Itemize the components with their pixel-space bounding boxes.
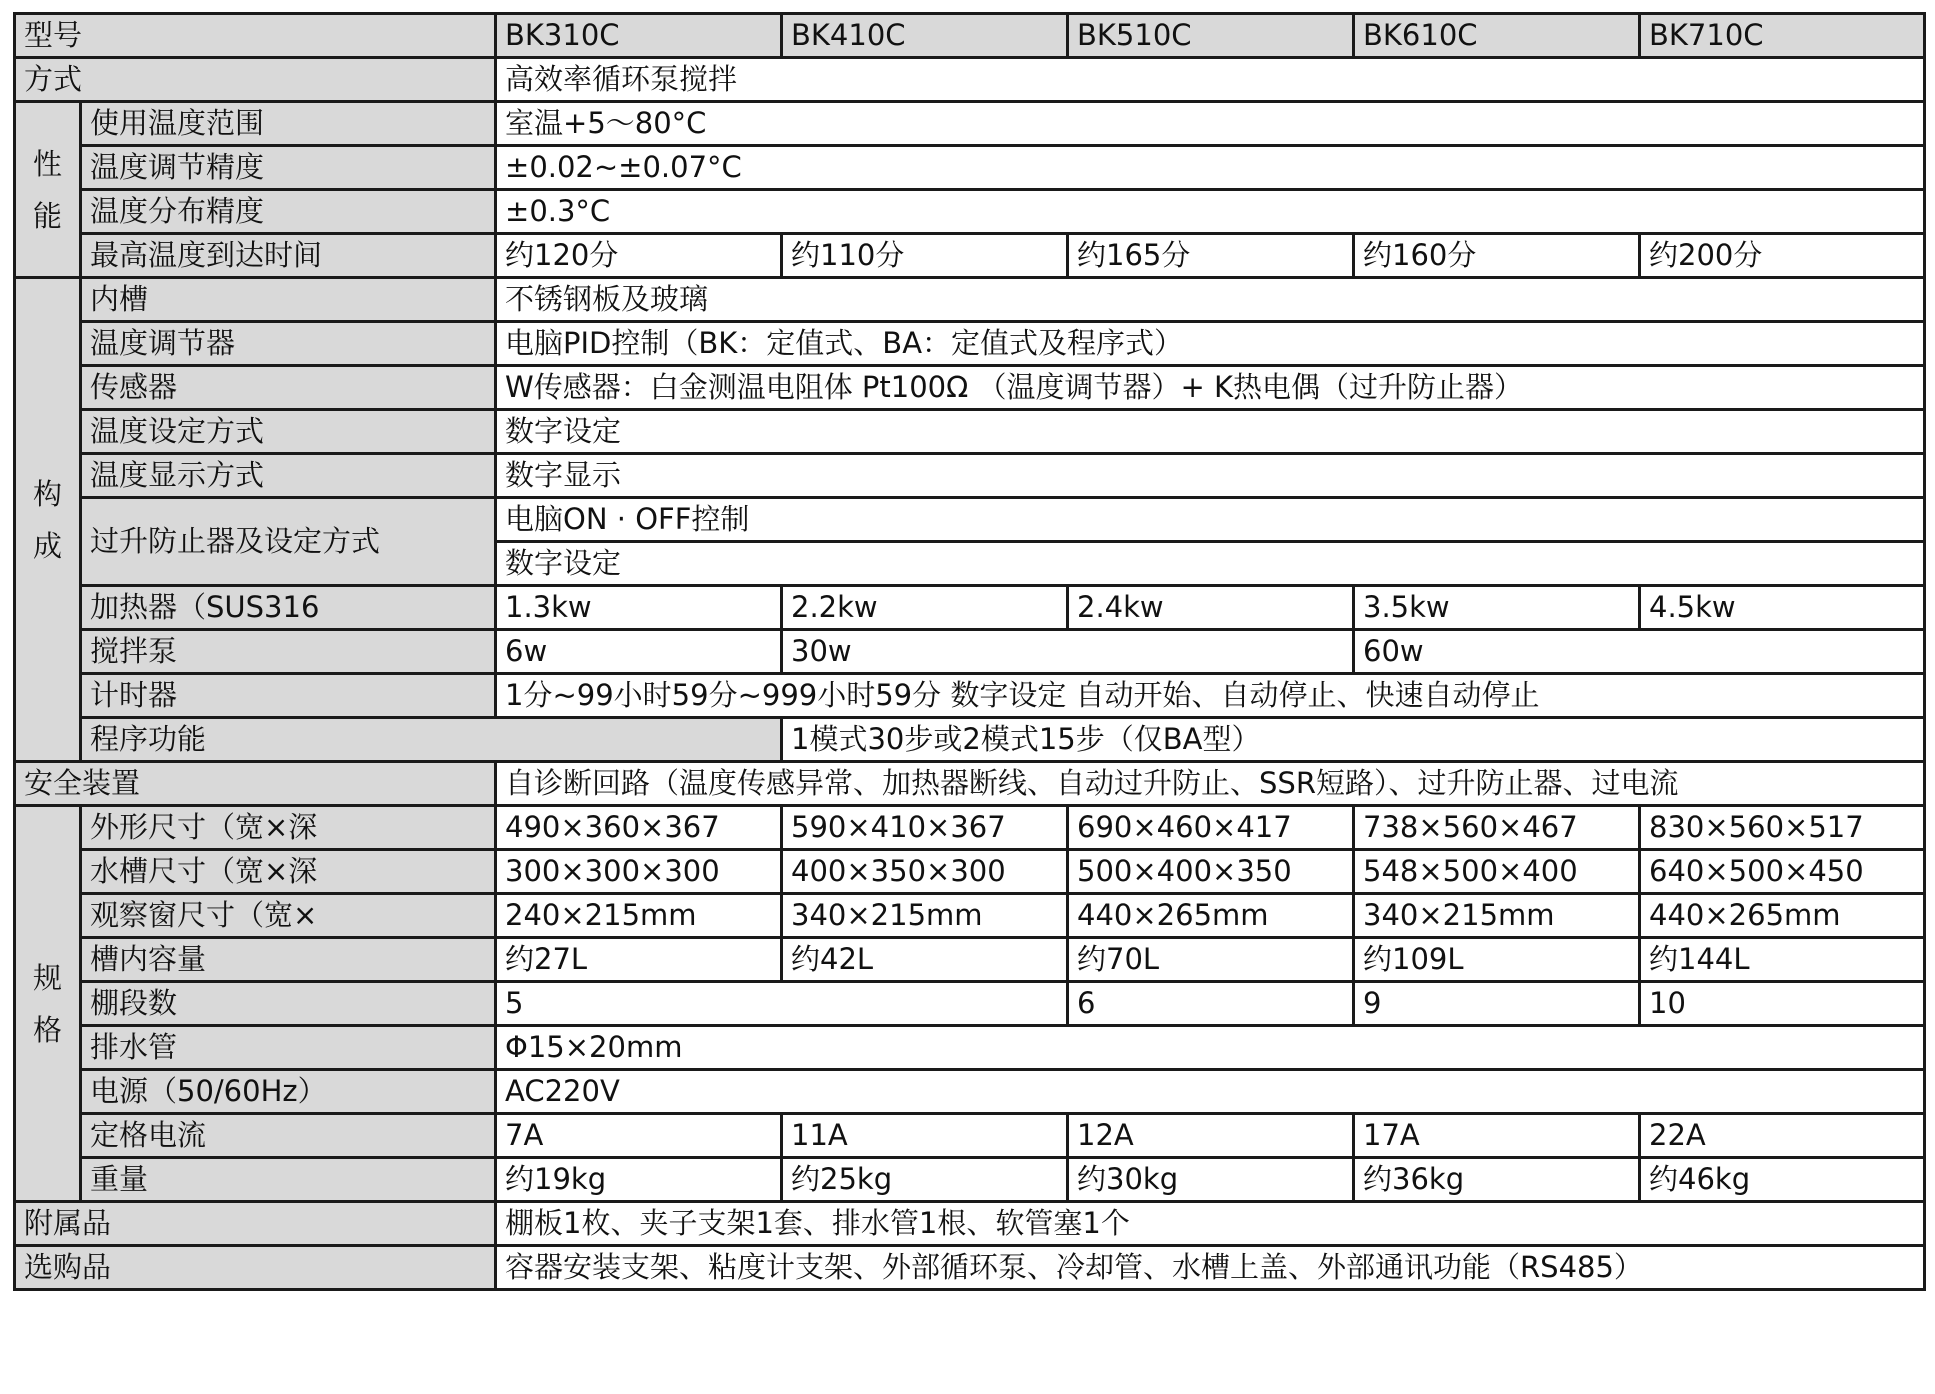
capacity-value: 约144L [1640,938,1925,982]
model-header-label: 型号 [15,14,496,58]
specs-group-cell [15,806,81,1202]
method-row [15,58,1925,102]
heater-value: 4.5kw [1640,586,1925,630]
sensor-label: 传感器 [81,366,496,410]
tank-size-row [15,850,1925,894]
timer-row [15,674,1925,718]
tank-size-value: 400×350×300 [782,850,1068,894]
pump-row [15,630,1925,674]
current-value: 7A [496,1114,782,1158]
capacity-value: 约42L [782,938,1068,982]
control-precision-label: 温度调节精度 [81,146,496,190]
method-value: 高效率循环泵搅拌 [496,58,1925,102]
range-row [15,102,1925,146]
outer-size-value: 830×560×517 [1640,806,1925,850]
timer-value: 1分~99小时59分~999小时59分 数字设定 自动开始、自动停止、快速自动停止 [496,674,1925,718]
sensor-row [15,366,1925,410]
window-size-value: 340×215mm [782,894,1068,938]
timer-label: 计时器 [81,674,496,718]
range-value: 室温+5～80°C [496,102,1925,146]
heater-value: 2.4kw [1068,586,1354,630]
temp-display-value: 数字显示 [496,454,1925,498]
overheat-row [15,498,1925,542]
shelves-value: 6 [1068,982,1354,1026]
distribution-precision-row [15,190,1925,234]
max-temp-time-value: 约120分 [496,234,782,278]
drain-row [15,1026,1925,1070]
overheat-value: 数字设定 [496,542,1925,586]
options-label: 选购品 [15,1246,496,1290]
program-row [15,718,1925,762]
heater-row [15,586,1925,630]
inner-tank-value: 不锈钢板及玻璃 [496,278,1925,322]
temp-display-row [15,454,1925,498]
program-label: 程序功能 [81,718,782,762]
options-row [15,1246,1925,1290]
model-row [15,14,1925,58]
max-temp-time-value: 约165分 [1068,234,1354,278]
overheat-value: 电脑ON · OFF控制 [496,498,1925,542]
inner-tank-row [15,278,1925,322]
options-value: 容器安装支架、粘度计支架、外部循环泵、冷却管、水槽上盖、外部通讯功能（RS485） [496,1246,1925,1290]
current-value: 12A [1068,1114,1354,1158]
capacity-row [15,938,1925,982]
max-temp-time-value: 约110分 [782,234,1068,278]
current-value: 22A [1640,1114,1925,1158]
heater-value: 3.5kw [1354,586,1640,630]
model-name: BK510C [1068,14,1354,58]
accessories-row [15,1202,1925,1246]
controller-label: 温度调节器 [81,322,496,366]
construction-group-label: 构成 [32,476,62,563]
heater-value: 1.3kw [496,586,782,630]
control-precision-value: ±0.02~±0.07°C [496,146,1925,190]
controller-row [15,322,1925,366]
model-name: BK710C [1640,14,1925,58]
tank-size-value: 300×300×300 [496,850,782,894]
window-size-value: 340×215mm [1354,894,1640,938]
safety-value: 自诊断回路（温度传感异常、加热器断线、自动过升防止、SSR短路）、过升防止器、过电流 [496,762,1925,806]
accessories-value: 棚板1枚、夹子支架1套、排水管1根、软管塞1个 [496,1202,1925,1246]
sensor-value: W传感器：白金测温电阻体 Pt100Ω （温度调节器）+ K热电偶（过升防止器） [496,366,1925,410]
outer-size-value: 590×410×367 [782,806,1068,850]
power-value: AC220V [496,1070,1925,1114]
current-value: 11A [782,1114,1068,1158]
tank-size-value: 548×500×400 [1354,850,1640,894]
shelves-row [15,982,1925,1026]
outer-size-value: 490×360×367 [496,806,782,850]
heater-value: 2.2kw [782,586,1068,630]
max-temp-time-row [15,234,1925,278]
max-temp-time-label: 最高温度到达时间 [81,234,496,278]
program-value: 1模式30步或2模式15步（仅BA型） [782,718,1925,762]
heater-label: 加热器（SUS316 [81,586,496,630]
power-row [15,1070,1925,1114]
range-label: 使用温度范围 [81,102,496,146]
tank-size-value: 640×500×450 [1640,850,1925,894]
temp-setting-value: 数字设定 [496,410,1925,454]
weight-value: 约19kg [496,1158,782,1202]
weight-label: 重量 [81,1158,496,1202]
window-size-row [15,894,1925,938]
safety-label: 安全装置 [15,762,496,806]
overheat-label: 过升防止器及设定方式 [81,498,496,586]
temp-display-label: 温度显示方式 [81,454,496,498]
temp-setting-row [15,410,1925,454]
construction-group-cell [15,278,81,762]
max-temp-time-value: 约160分 [1354,234,1640,278]
window-size-label: 观察窗尺寸（宽× [81,894,496,938]
specs-group-label: 规格 [32,960,62,1047]
model-name: BK610C [1354,14,1640,58]
shelves-value: 10 [1640,982,1925,1026]
safety-row [15,762,1925,806]
outer-size-value: 738×560×467 [1354,806,1640,850]
current-row [15,1114,1925,1158]
drain-value: Φ15×20mm [496,1026,1925,1070]
weight-value: 约46kg [1640,1158,1925,1202]
tank-size-label: 水槽尺寸（宽×深 [81,850,496,894]
inner-tank-label: 内槽 [81,278,496,322]
pump-value: 30w [782,630,1354,674]
spec-table [13,12,1926,1291]
tank-size-value: 500×400×350 [1068,850,1354,894]
control-precision-row [15,146,1925,190]
temp-setting-label: 温度设定方式 [81,410,496,454]
weight-value: 约36kg [1354,1158,1640,1202]
pump-value: 60w [1354,630,1925,674]
power-label: 电源（50/60Hz） [81,1070,496,1114]
performance-group-label: 性能 [32,146,62,233]
performance-group-cell [15,102,81,278]
capacity-value: 约70L [1068,938,1354,982]
window-size-value: 440×265mm [1068,894,1354,938]
weight-row [15,1158,1925,1202]
pump-value: 6w [496,630,782,674]
drain-label: 排水管 [81,1026,496,1070]
shelves-value: 9 [1354,982,1640,1026]
distribution-precision-value: ±0.3°C [496,190,1925,234]
weight-value: 约25kg [782,1158,1068,1202]
distribution-precision-label: 温度分布精度 [81,190,496,234]
pump-label: 搅拌泵 [81,630,496,674]
model-name: BK310C [496,14,782,58]
capacity-label: 槽内容量 [81,938,496,982]
capacity-value: 约109L [1354,938,1640,982]
weight-value: 约30kg [1068,1158,1354,1202]
current-label: 定格电流 [81,1114,496,1158]
outer-size-value: 690×460×417 [1068,806,1354,850]
shelves-label: 棚段数 [81,982,496,1026]
capacity-value: 约27L [496,938,782,982]
method-label: 方式 [15,58,496,102]
accessories-label: 附属品 [15,1202,496,1246]
outer-size-label: 外形尺寸（宽×深 [81,806,496,850]
window-size-value: 240×215mm [496,894,782,938]
max-temp-time-value: 约200分 [1640,234,1925,278]
outer-size-row [15,806,1925,850]
model-name: BK410C [782,14,1068,58]
shelves-value: 5 [496,982,1068,1026]
controller-value: 电脑PID控制（BK：定值式、BA：定值式及程序式） [496,322,1925,366]
current-value: 17A [1354,1114,1640,1158]
window-size-value: 440×265mm [1640,894,1925,938]
